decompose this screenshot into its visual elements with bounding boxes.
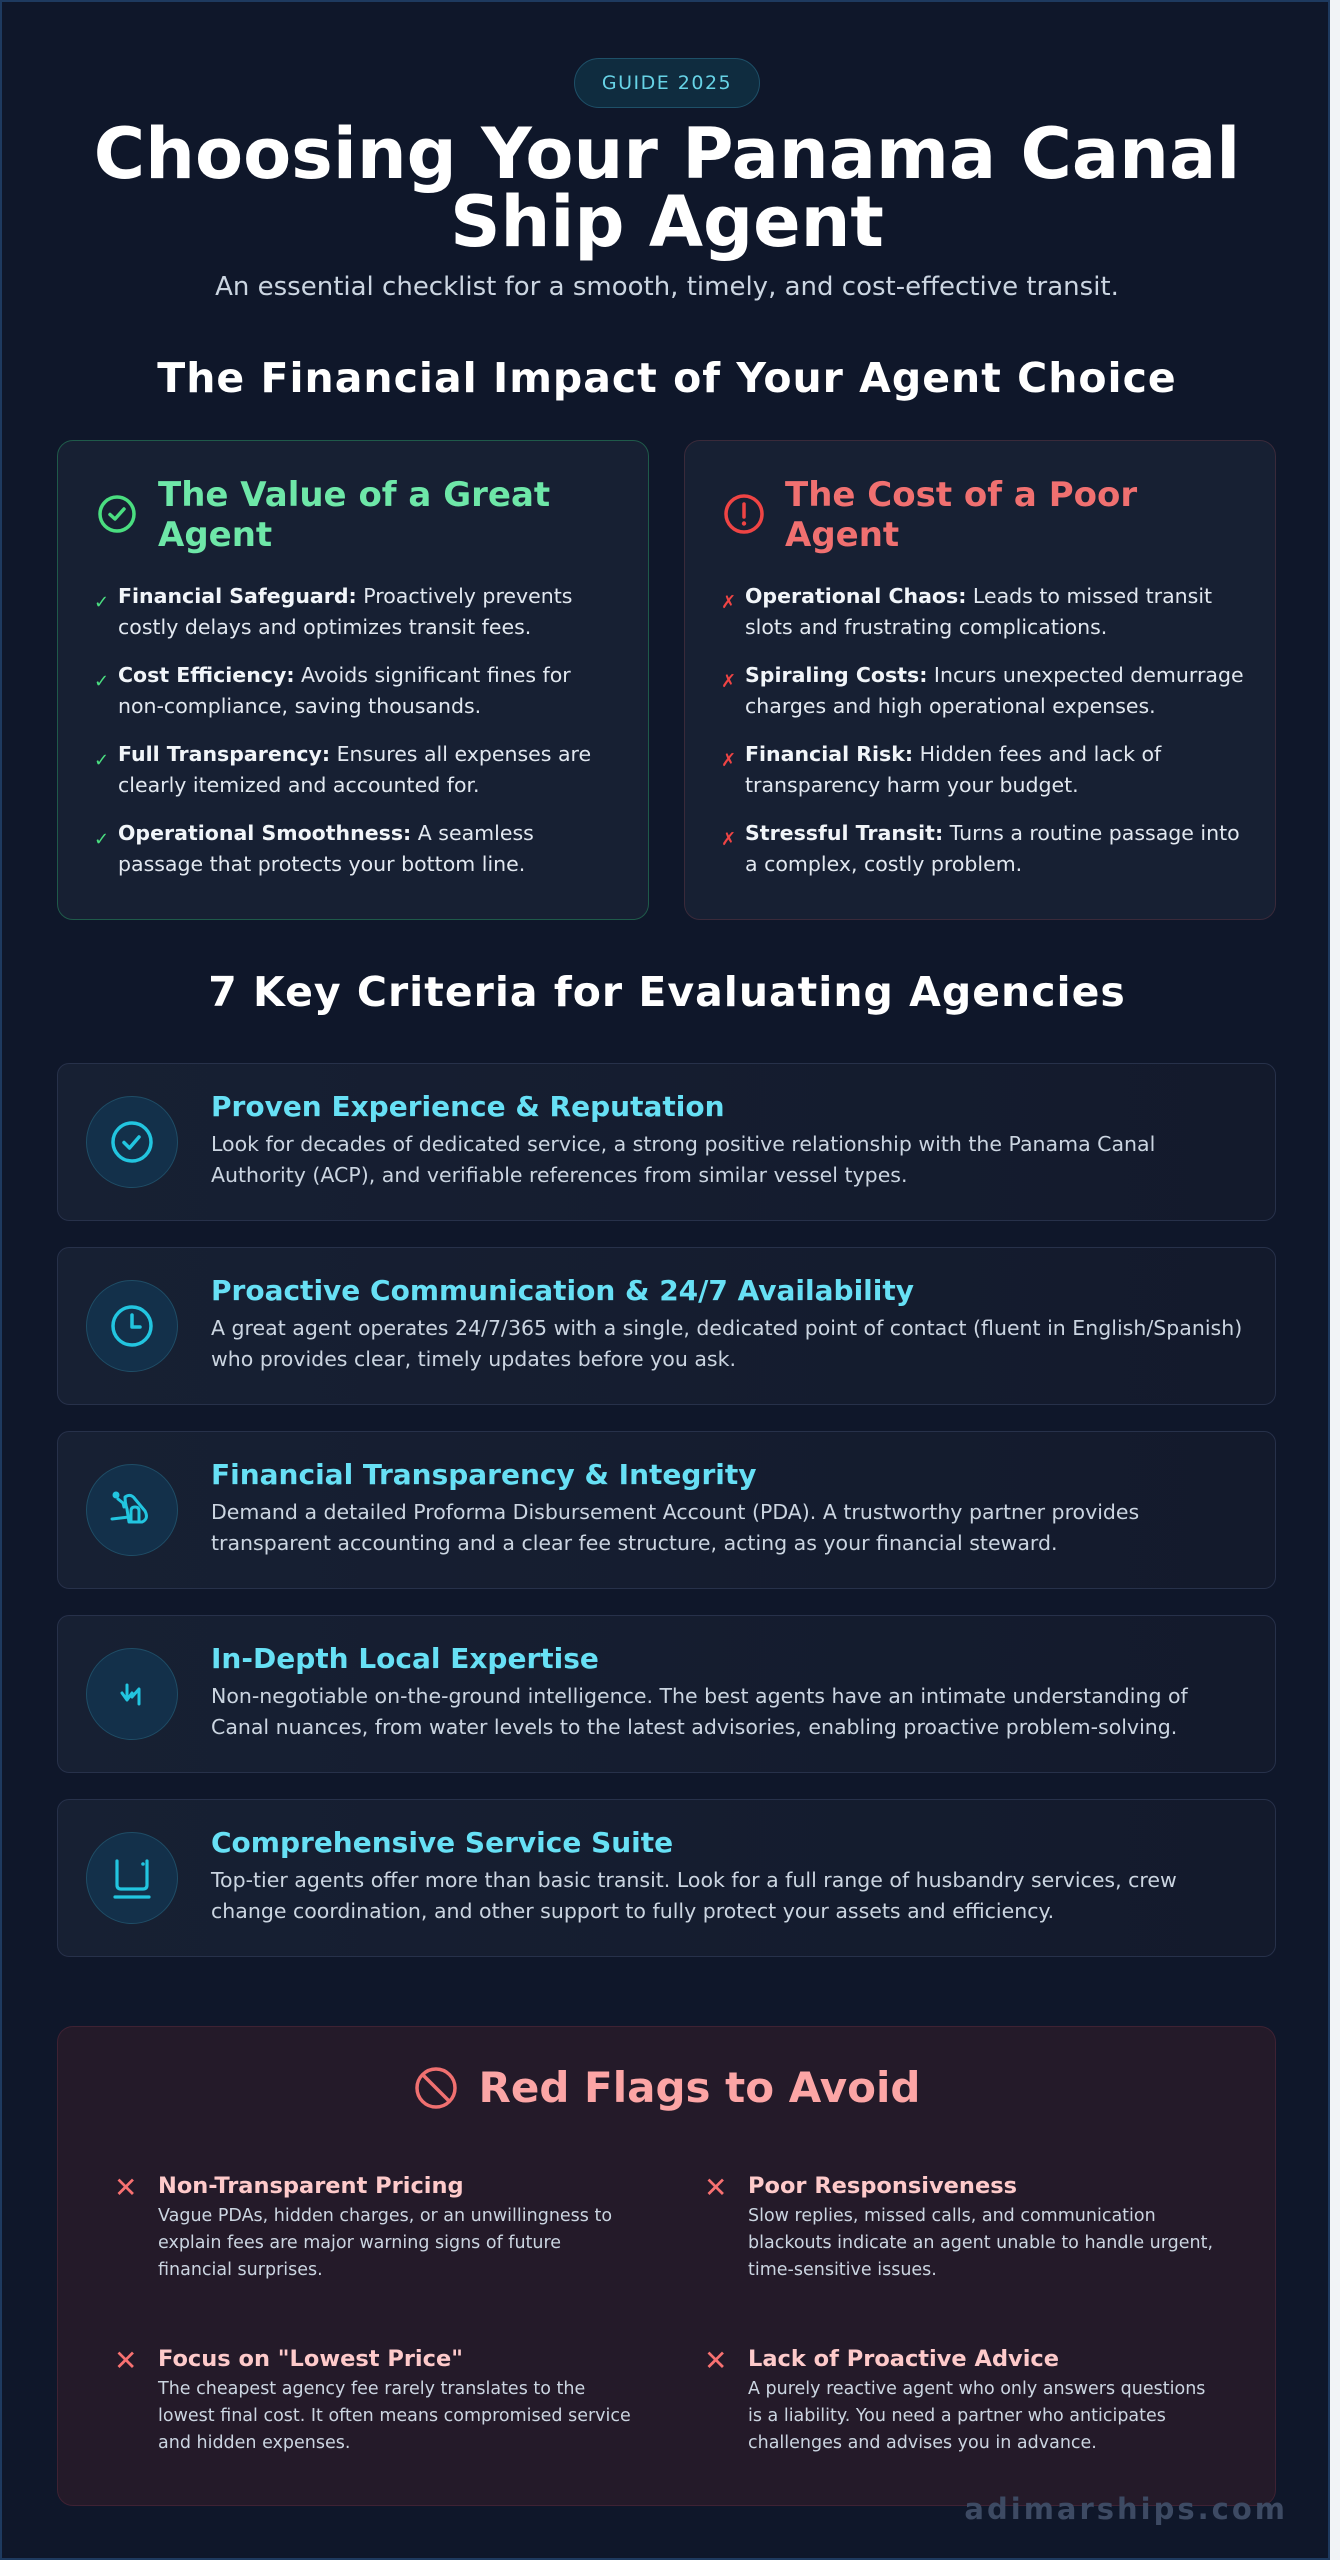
local-expertise-icon: [109, 1671, 155, 1717]
checkmark-icon: ✓: [94, 592, 110, 613]
poor-agent-list: [715, 581, 1245, 880]
cross-icon: ✗: [721, 671, 737, 692]
list-item: ✓ Cost Efficiency: Avoids significant fines for non-compliance, saving thousands.: [88, 660, 618, 722]
icon-circle: [86, 1648, 178, 1740]
red-flags-panel: [57, 2026, 1276, 2506]
page-title: [2, 113, 1332, 263]
criteria-card-local-expertise: [57, 1615, 1276, 1773]
red-flag-description: Slow replies, missed calls, and communication blackouts indicate an agent unable to handle urgent, time-sensitive issues.: [748, 2206, 1214, 2280]
icon-circle: [86, 1832, 178, 1924]
criteria-description: A great agent operates 24/7/365 with a single, dedicated point of contact (fluent in English/Spanish) who provides clear, timely updates before you ask.: [211, 1316, 1243, 1371]
criteria-card-communication: [57, 1247, 1276, 1405]
red-flags-heading: [58, 2063, 1275, 2112]
x-icon: ✕: [114, 2171, 138, 2204]
red-flag-item: [114, 2173, 634, 2284]
clock-icon: [109, 1303, 155, 1349]
icon-circle: [86, 1096, 178, 1188]
alert-circle-icon: [723, 493, 765, 535]
criteria-description: Top-tier agents offer more than basic transit. Look for a full range of husbandry services, crew change coordination, and other support to fully protect your assets and efficiency.: [211, 1868, 1177, 1923]
criteria-description: Non-negotiable on-the-ground intelligence. The best agents have an intimate understanding of Canal nuances, from water levels to the latest advisories, enabling proactive problem-solving.: [211, 1684, 1188, 1739]
criteria-title: In-Depth Local Expertise: [211, 1642, 599, 1675]
checkmark-icon: ✓: [94, 750, 110, 771]
list-item: ✗ Financial Risk: Hidden fees and lack of transparency harm your budget.: [715, 739, 1245, 801]
list-item: ✓ Financial Safeguard: Proactively prevents costly delays and optimizes transit fees.: [88, 581, 618, 643]
x-icon: ✕: [704, 2171, 728, 2204]
list-item: ✗ Stressful Transit: Turns a routine passage into a complex, costly problem.: [715, 818, 1245, 880]
red-flag-item: [704, 2346, 1224, 2457]
poor-agent-title: The Cost of a Poor Agent: [785, 475, 1138, 555]
red-flag-item: [114, 2346, 634, 2457]
title-line-1: Choosing Your Panama Canal: [93, 113, 1241, 195]
criteria-card-service-suite: [57, 1799, 1276, 1957]
checkmark-icon: ✓: [94, 829, 110, 850]
red-flag-item: [704, 2173, 1224, 2284]
icon-circle: [86, 1464, 178, 1556]
red-flag-title: Focus on "Lowest Price": [158, 2346, 463, 2372]
ban-icon: [413, 2065, 459, 2111]
impact-section-title: The Financial Impact of Your Agent Choice: [157, 354, 1177, 402]
checkmark-icon: ✓: [94, 671, 110, 692]
list-item: ✗ Spiraling Costs: Incurs unexpected demurrage charges and high operational expenses.: [715, 660, 1245, 722]
criteria-title: Proactive Communication & 24/7 Availability: [211, 1274, 914, 1307]
criteria-description: Look for decades of dedicated service, a strong positive relationship with the Panama Canal Authority (ACP), and verifiable references from similar vessel types.: [211, 1132, 1156, 1187]
great-agent-card: [57, 440, 649, 920]
cross-icon: ✗: [721, 592, 737, 613]
criteria-title: Financial Transparency & Integrity: [211, 1458, 757, 1491]
red-flag-description: A purely reactive agent who only answers questions is a liability. You need a partner who anticipates challenges and advises you in advance.: [748, 2379, 1206, 2453]
poor-agent-card: [684, 440, 1276, 920]
red-flag-title: Non-Transparent Pricing: [158, 2173, 464, 2199]
red-flag-description: The cheapest agency fee rarely translates to the lowest final cost. It often means compromised service and hidden expenses.: [158, 2379, 631, 2453]
criteria-title: Comprehensive Service Suite: [211, 1826, 674, 1859]
great-agent-list: [88, 581, 618, 880]
criteria-description: Demand a detailed Proforma Disbursement Account (PDA). A trustworthy partner provides transparent accounting and a clear fee structure, acting as your financial steward.: [211, 1500, 1140, 1555]
red-flag-description: Vague PDAs, hidden charges, or an unwillingness to explain fees are major warning signs of future financial surprises.: [158, 2206, 613, 2280]
cross-icon: ✗: [721, 750, 737, 771]
criteria-title: Proven Experience & Reputation: [211, 1090, 725, 1123]
x-icon: ✕: [114, 2344, 138, 2377]
watermark: adimarships.com: [964, 2492, 1288, 2526]
criteria-card-financial: [57, 1431, 1276, 1589]
page-subtitle: An essential checklist for a smooth, timely, and cost-effective transit.: [215, 272, 1119, 302]
check-circle-icon: [96, 493, 138, 535]
cross-icon: ✗: [721, 829, 737, 850]
great-agent-title: The Value of a Great Agent: [158, 475, 551, 555]
red-flag-title: Poor Responsiveness: [748, 2173, 1017, 2199]
red-flag-title: Lack of Proactive Advice: [748, 2346, 1060, 2372]
list-item: ✗ Operational Chaos: Leads to missed transit slots and frustrating complications.: [715, 581, 1245, 643]
list-item: ✓ Full Transparency: Ensures all expenses are clearly itemized and accounted for.: [88, 739, 618, 801]
icon-circle: [86, 1280, 178, 1372]
guide-badge: GUIDE 2025: [574, 58, 760, 108]
title-line-2: Ship Agent: [450, 181, 884, 263]
check-circle-icon: [109, 1119, 155, 1165]
criteria-card-experience: [57, 1063, 1276, 1221]
list-item: ✓ Operational Smoothness: A seamless passage that protects your bottom line.: [88, 818, 618, 880]
criteria-section-title: 7 Key Criteria for Evaluating Agencies: [208, 968, 1126, 1016]
hand-coins-icon: [109, 1487, 155, 1533]
service-suite-icon: [109, 1855, 155, 1901]
red-flags-title: Red Flags to Avoid: [478, 2063, 921, 2112]
x-icon: ✕: [704, 2344, 728, 2377]
